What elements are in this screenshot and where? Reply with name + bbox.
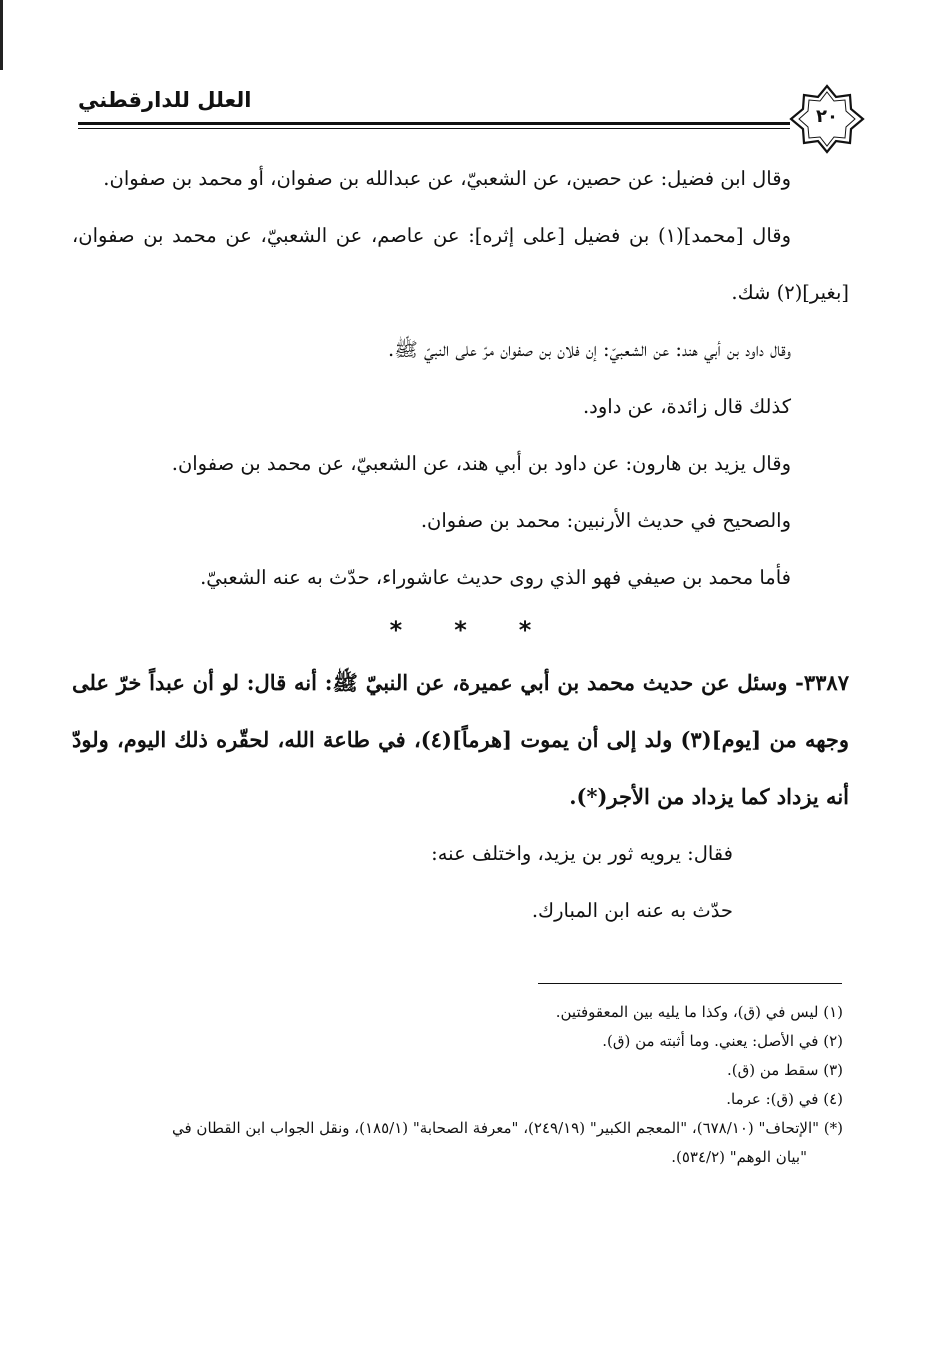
entry-3387: ٣٣٨٧- وسئل عن حديث محمد بن أبي عميرة، عن النبيّ ﷺ: أنه قال: لو أن عبداً خرّ على وجهه من [يوم](٣) ولد إلى أن يموت [هرماً](٤)، في طاعة الله، لحقّره ذلك اليوم، ولودّ أنه يزداد كما يزداد من الأجر(*). (72, 670, 849, 809)
footnote-2: (٢) في الأصل: يعني. وما أثبته من (ق). (602, 1032, 843, 1050)
footnotes (60, 998, 843, 1172)
page-number-badge (789, 84, 865, 154)
header-rule (78, 122, 790, 129)
paragraph-thawr: فقال: يرويه ثور بن يزيد، واختلف عنه: (431, 842, 733, 865)
paragraph-zaida: كذلك قال زائدة، عن داود. (582, 395, 791, 418)
paragraph-ibn-al-mubarak: حدّث به عنه ابن المبارك. (531, 899, 733, 922)
page-number: ٢٠ (816, 106, 838, 127)
footnote-4: (٤) في (ق): عرما. (726, 1090, 843, 1108)
footnote-rule (538, 983, 842, 984)
page-header (78, 84, 865, 154)
scan-edge (0, 0, 3, 70)
main-text (72, 150, 849, 939)
footnote-1: (١) ليس في (ق)، وكذا ما يليه بين المعقوفتين. (555, 1003, 843, 1021)
paragraph-muhammad-ibn-sayfi: فأما محمد بن صيفي فهو الذي روى حديث عاشوراء، حدّث به عنه الشعبيّ. (200, 566, 791, 589)
separator-star: * (518, 616, 532, 644)
paragraph-ibn-fudayl: وقال ابن فضيل: عن حصين، عن الشعبيّ، عن عبدالله بن صفوان، أو محمد بن صفوان. (103, 167, 791, 190)
paragraph-muhammad-ibn-fudayl: وقال [محمد](١) بن فضيل [على إثره]: عن عاصم، عن الشعبيّ، عن محمد بن صفوان، [بغير](٢) شك. (72, 224, 849, 304)
separator-star: * (454, 616, 467, 644)
footnote-star-continued: "بيان الوهم" (٥٣٤/٢). (671, 1148, 807, 1166)
paragraph-dawud: وقال داود بن أبي هند: عن الشعبيّ: إن فلان بن صفوان مرّ على النبيّ ﷺ. (388, 338, 791, 361)
footnote-star: (*) "الإتحاف" (٦٧٨/١٠)، "المعجم الكبير" (٢٤٩/١٩)، "معرفة الصحابة" (١٨٥/١)، ونقل الجواب ابن القطان في (171, 1119, 843, 1137)
running-title: العلل للدارقطني (78, 88, 252, 112)
section-separator (72, 606, 849, 654)
paragraph-yazid: وقال يزيد بن هارون: عن داود بن أبي هند، عن الشعبيّ، عن محمد بن صفوان. (171, 452, 791, 475)
separator-star: * (389, 616, 403, 644)
paragraph-sahih: والصحيح في حديث الأرنبين: محمد بن صفوان. (420, 509, 791, 532)
footnote-3: (٣) سقط من (ق). (726, 1061, 843, 1079)
